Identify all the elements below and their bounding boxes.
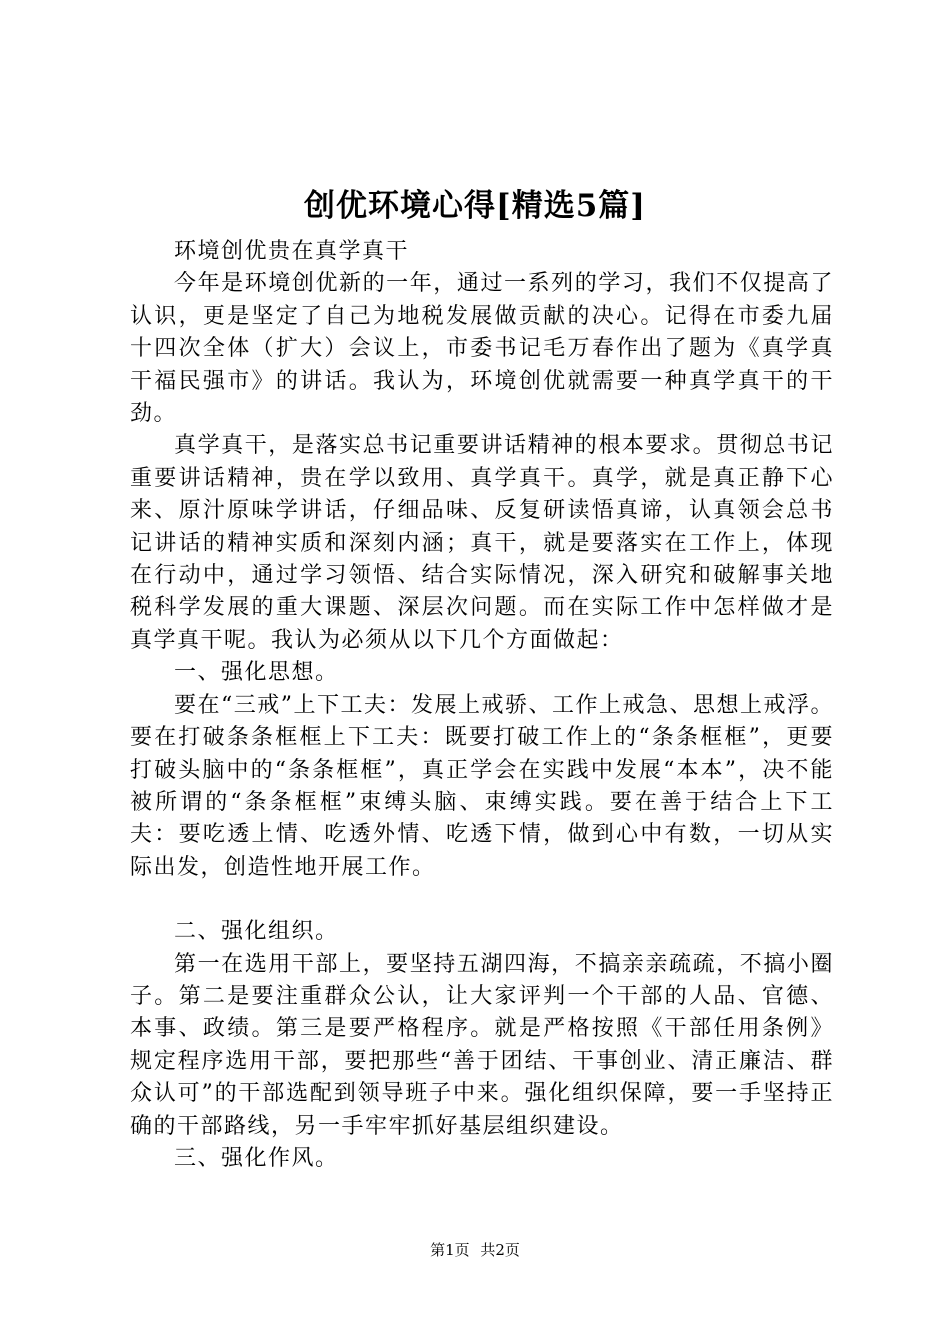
body-paragraph: 要在“三戒”上下工夫：发展上戒骄、工作上戒急、思想上戒浮。要在打破条条框框上下工夫：既要打破工作上的“条条框框”，更要打破头脑中的“条条框框”，真正学会在实践中发展“本本”，决不能被所谓的“条条框框”束缚头脑、束缚实践。要在善于结合上下工夫：要吃透上情、吃透外情、吃透下情，做到心中有数，一切从实际出发，创造性地开展工作。 bbox=[130, 692, 834, 880]
body-paragraph: 第一在选用干部上，要坚持五湖四海，不搞亲亲疏疏，不搞小圈子。第二是要注重群众公认，让大家评判一个干部的人品、官德、本事、政绩。第三是要严格程序。就是严格按照《干部任用条例》规定程序选用干部，要把那些“善于团结、干事创业、清正廉洁、群众认可”的干部选配到领导班子中来。强化组织保障，要一手坚持正确的干部路线，另一手牢牢抓好基层组织建设。 bbox=[130, 951, 834, 1139]
subtitle-paragraph: 环境创优贵在真学真干 bbox=[174, 239, 410, 264]
page-number: 第1页 bbox=[430, 1241, 470, 1259]
page-total: 共2页 bbox=[480, 1241, 520, 1259]
section-heading: 二、强化组织。 bbox=[174, 919, 339, 945]
page-footer bbox=[0, 1240, 950, 1260]
section-heading: 三、强化作风。 bbox=[174, 1145, 339, 1171]
section-heading: 一、强化思想。 bbox=[174, 660, 339, 686]
body-paragraph: 真学真干，是落实总书记重要讲话精神的根本要求。贯彻总书记重要讲话精神，贵在学以致用、真学真干。真学，就是真正静下心来、原汁原味学讲话，仔细品味、反复研读悟真谛，认真领会总书记讲话的精神实质和深刻内涵；真干，就是要落实在工作上，体现在行动中，通过学习领悟、结合实际情况，深入研究和破解事关地税科学发展的重大课题、深层次问题。而在实际工作中怎样做才是真学真干呢。我认为必须从以下几个方面做起： bbox=[130, 433, 834, 653]
document-body bbox=[130, 236, 834, 1175]
body-paragraph: 今年是环境创优新的一年，通过一系列的学习，我们不仅提高了认识，更是坚定了自己为地税发展做贡献的决心。记得在市委九届十四次全体（扩大）会议上，市委书记毛万春作出了题为《真学真干福民强市》的讲话。我认为，环境创优就需要一种真学真干的干劲。 bbox=[130, 271, 834, 427]
document-title: 创优环境心得[精选5篇] bbox=[304, 188, 646, 224]
